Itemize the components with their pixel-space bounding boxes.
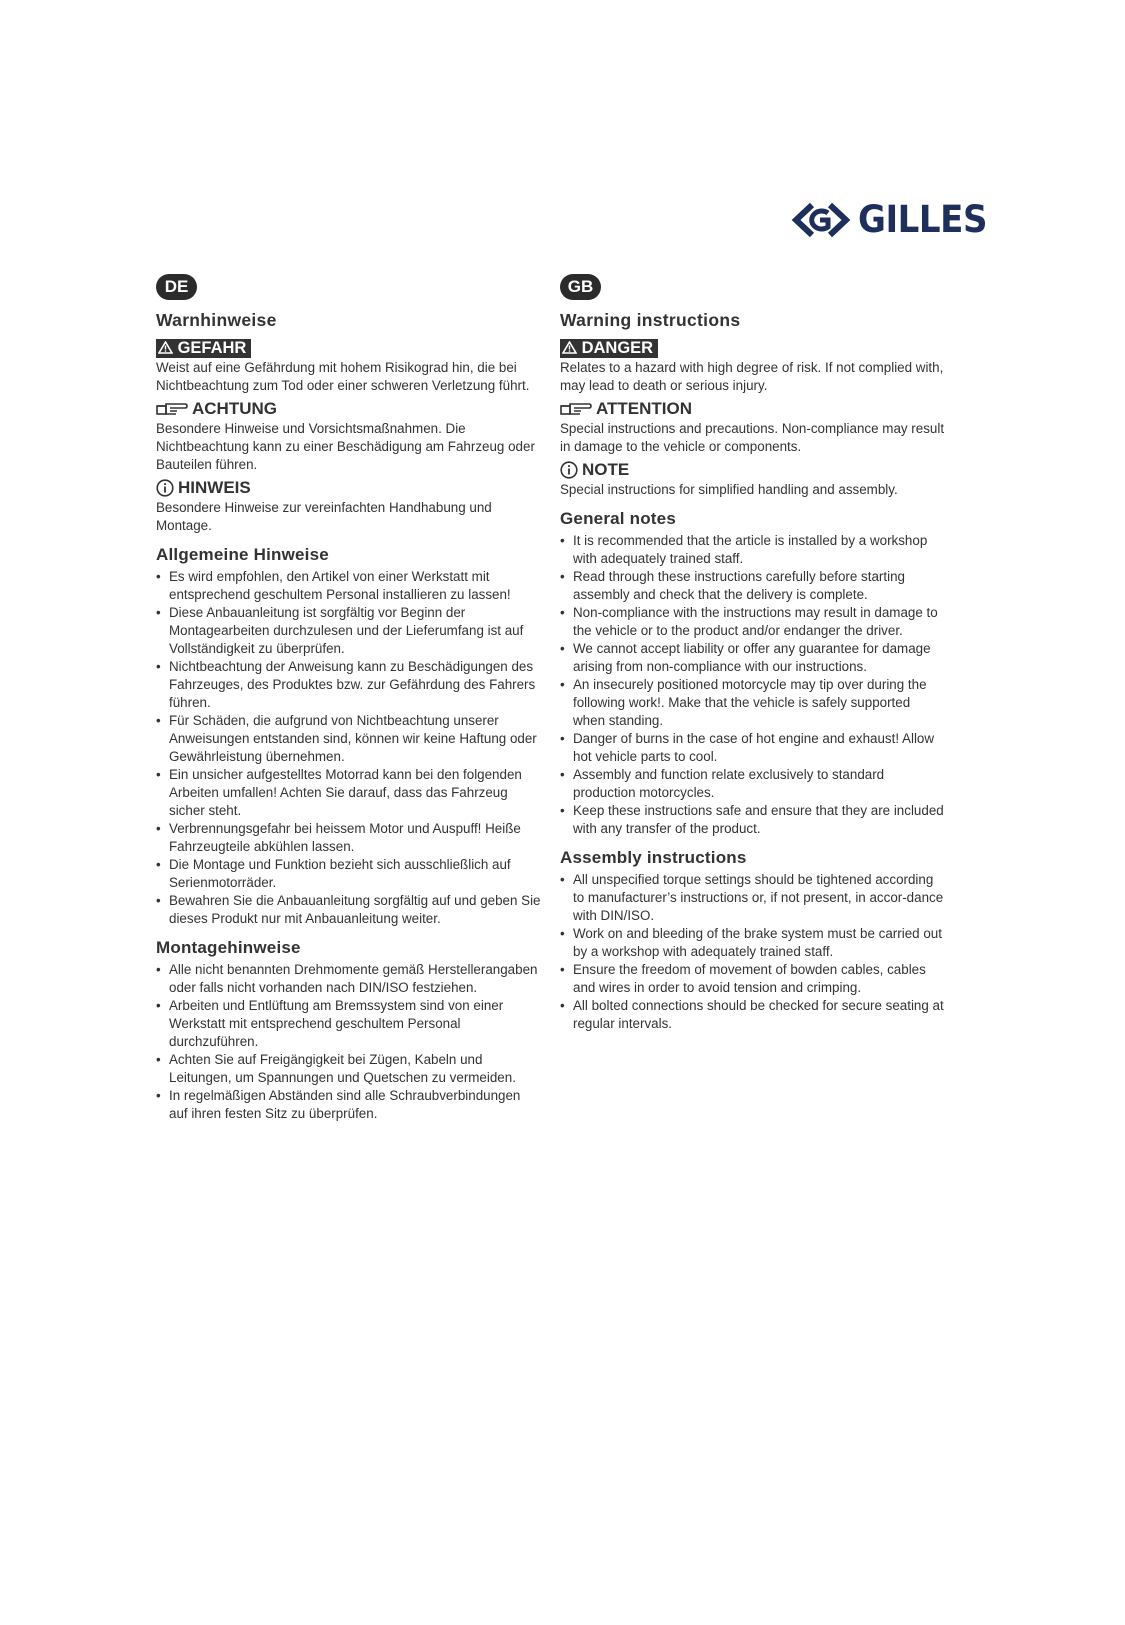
list-item: • Achten Sie auf Freigängigkeit bei Zügen, Kabeln und Leitungen, um Spannungen und Quetschen zu vermeiden. xyxy=(156,1051,541,1087)
assembly-list-gb xyxy=(560,871,945,1033)
list-item: • Ein unsicher aufgestelltes Motorrad kann bei den folgenden Arbeiten umfallen! Achten Sie darauf, dass das Fahrzeug sicher steht. xyxy=(156,766,541,820)
warning-triangle-icon xyxy=(158,341,173,354)
note-row-de xyxy=(156,478,541,498)
list-item: • Für Schäden, die aufgrund von Nichtbeachtung unserer Anweisungen entstanden sind, können wir keine Haftung oder Gewährleistung übernehmen. xyxy=(156,712,541,766)
note-label-gb: NOTE xyxy=(582,460,630,479)
list-item: • Alle nicht benannten Drehmomente gemäß Herstellerangaben oder falls nicht vorhanden nach DIN/ISO festziehen. xyxy=(156,961,541,997)
danger-label-de xyxy=(156,339,251,358)
list-item: • Es wird empfohlen, den Artikel von einer Werkstatt mit entsprechend geschultem Personal installieren zu lassen! xyxy=(156,568,541,604)
list-item: • Assembly and function relate exclusively to standard production motorcycles. xyxy=(560,766,945,802)
column-de xyxy=(156,274,541,1123)
gilles-logo xyxy=(790,198,998,241)
note-label-de: HINWEIS xyxy=(178,478,251,497)
list-item: • All bolted connections should be checked for secure seating at regular intervals. xyxy=(560,997,945,1033)
general-title-de: Allgemeine Hinweise xyxy=(156,545,329,564)
list-item: • Verbrennungsgefahr bei heissem Motor und Auspuff! Heiße Fahrzeugteile abkühlen lassen. xyxy=(156,820,541,856)
list-item: • Diese Anbauanleitung ist sorgfältig vor Beginn der Montagearbeiten durchzulesen und der Lieferumfang ist auf Vollständigkeit zu überprüfen. xyxy=(156,604,541,658)
list-item: • It is recommended that the article is installed by a workshop with adequately trained staff. xyxy=(560,532,945,568)
list-item: • Read through these instructions carefully before starting assembly and check that the delivery is complete. xyxy=(560,568,945,604)
column-gb xyxy=(560,274,945,1033)
list-item: • Bewahren Sie die Anbauanleitung sorgfältig auf und geben Sie dieses Produkt nur mit Anbauanleitung weiter. xyxy=(156,892,541,928)
list-item: • Danger of burns in the case of hot engine and exhaust! Allow hot vehicle parts to cool. xyxy=(560,730,945,766)
assembly-title-gb: Assembly instructions xyxy=(560,848,747,867)
language-badge-gb: GB xyxy=(560,274,601,300)
assembly-list-de xyxy=(156,961,541,1123)
warning-triangle-icon xyxy=(562,341,577,354)
attention-label-de: ACHTUNG xyxy=(192,399,277,418)
list-item: • All unspecified torque settings should be tightened according to manufacturer’s instructions or, if not present, in accor-dance with DIN/ISO. xyxy=(560,871,945,925)
danger-label-text-gb: DANGER xyxy=(581,339,654,357)
assembly-title-de: Montagehinweise xyxy=(156,938,301,957)
pointing-hand-icon xyxy=(560,402,592,416)
list-item: • Keep these instructions safe and ensure that they are included with any transfer of the product. xyxy=(560,802,945,838)
gilles-emblem-icon xyxy=(790,200,852,240)
danger-label-gb xyxy=(560,339,658,358)
note-text-de: Besondere Hinweise zur vereinfachten Handhabung und Montage. xyxy=(156,500,492,533)
attention-row-gb xyxy=(560,399,945,419)
brand-name: GILLES xyxy=(858,198,988,241)
danger-text-gb: Relates to a hazard with high degree of risk. If not complied with, may lead to death or serious injury. xyxy=(560,360,944,393)
list-item: • Arbeiten und Entlüftung am Bremssystem sind von einer Werkstatt mit entsprechend geschultem Personal durchzuführen. xyxy=(156,997,541,1051)
info-circle-icon xyxy=(560,461,578,479)
info-circle-icon xyxy=(156,479,174,497)
list-item: • Nichtbeachtung der Anweisung kann zu Beschädigungen des Fahrzeuges, des Produktes bzw. zur Gefährdung des Fahrers führen. xyxy=(156,658,541,712)
attention-label-gb: ATTENTION xyxy=(596,399,693,418)
attention-row-de xyxy=(156,399,541,419)
general-list-gb xyxy=(560,532,945,838)
general-title-gb: General notes xyxy=(560,509,676,528)
warning-title-de: Warnhinweise xyxy=(156,310,277,330)
list-item: • In regelmäßigen Abständen sind alle Schraubverbindungen auf ihren festen Sitz zu überprüfen. xyxy=(156,1087,541,1123)
note-text-gb: Special instructions for simplified handling and assembly. xyxy=(560,482,898,497)
pointing-hand-icon xyxy=(156,402,188,416)
danger-label-text-de: GEFAHR xyxy=(177,339,247,357)
danger-text-de: Weist auf eine Gefährdung mit hohem Risikograd hin, die bei Nichtbeachtung zum Tod oder einer schweren Verletzung führt. xyxy=(156,360,530,393)
list-item: • Work on and bleeding of the brake system must be carried out by a workshop with adequately trained staff. xyxy=(560,925,945,961)
list-item: • An insecurely positioned motorcycle may tip over during the following work!. Make that the vehicle is safely supported when standing. xyxy=(560,676,945,730)
general-list-de xyxy=(156,568,541,928)
language-badge-de: DE xyxy=(156,274,197,300)
note-row-gb xyxy=(560,460,945,480)
attention-text-gb: Special instructions and precautions. Non-compliance may result in damage to the vehicle or components. xyxy=(560,421,945,454)
list-item: • Non-compliance with the instructions may result in damage to the vehicle or to the product and/or endanger the driver. xyxy=(560,604,945,640)
warning-title-gb: Warning instructions xyxy=(560,310,741,330)
list-item: • We cannot accept liability or offer any guarantee for damage arising from non-compliance with our instructions. xyxy=(560,640,945,676)
attention-text-de: Besondere Hinweise und Vorsichtsmaßnahmen. Die Nichtbeachtung kann zu einer Beschädigung am Fahrzeug oder Bauteilen führen. xyxy=(156,421,535,472)
list-item: • Ensure the freedom of movement of bowden cables, cables and wires in order to avoid tension and crimping. xyxy=(560,961,945,997)
list-item: • Die Montage und Funktion bezieht sich ausschließlich auf Serienmotorräder. xyxy=(156,856,541,892)
